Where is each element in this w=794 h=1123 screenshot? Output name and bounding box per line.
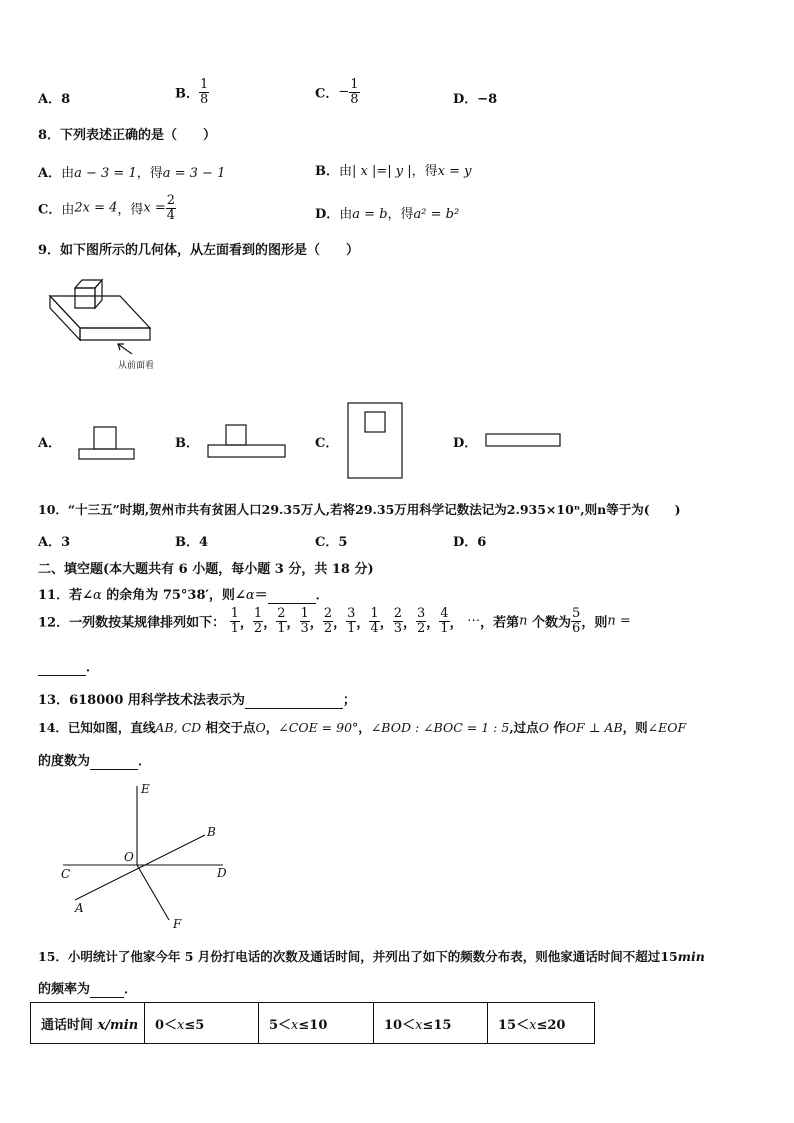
separator: ， (356, 615, 370, 631)
sequence-fraction: $\frac{1}{1}$ (230, 606, 239, 636)
q14-line2: 的度数为 ． (38, 754, 152, 769)
q9-stem: 9．如下图所示的几何体，从左面看到的图形是（ ） (38, 243, 360, 258)
table-cell: 0＜x≤5 (145, 1003, 259, 1044)
q8-option-a: A．由a − 3 = 1，得a = 3 − 1 (38, 166, 226, 181)
frequency-table (30, 1002, 595, 1044)
q11-text: 11．若∠α 的余角为 75°38′，则∠α＝ ． (38, 588, 329, 603)
solid-figure (40, 268, 180, 378)
q10-option-b: B．4 (175, 535, 209, 550)
q10-option-d: D．6 (453, 535, 487, 550)
q9-option-d-figure (485, 433, 563, 449)
q9-option-b-label: B． (175, 436, 199, 451)
separator: ， (333, 615, 347, 631)
fraction: $\frac{2}{4}$ (166, 193, 176, 223)
table-cell: 5＜x≤10 (259, 1003, 374, 1044)
q9-option-d-label: D． (453, 436, 478, 451)
fraction: $\frac{1}{8}$ (200, 77, 209, 107)
sequence-fraction: $\frac{4}{1}$ (440, 606, 449, 636)
q7-option-d (453, 88, 497, 107)
option-value: −8 (477, 92, 498, 107)
answer-blank[interactable] (268, 588, 316, 604)
label-e: E (141, 782, 150, 796)
minus-sign: − (338, 84, 350, 100)
q7-option-c (315, 78, 360, 106)
q8-option-c: C．由2x = 4，得x = $\frac{2}{4}$ (38, 193, 176, 223)
sequence-fraction: $\frac{2}{3}$ (393, 606, 402, 636)
ray-of (137, 865, 169, 920)
fraction: $\frac{1}{8}$ (350, 77, 359, 107)
separator: ， (309, 615, 323, 631)
answer-blank[interactable] (38, 660, 86, 676)
table-cell: 15＜x≤20 (488, 1003, 595, 1044)
fraction-sequence (230, 606, 463, 636)
option-label: B． (175, 86, 199, 102)
q10-option-c: C．5 (315, 535, 348, 550)
label-b: B (207, 825, 216, 839)
sequence-fraction: $\frac{1}{2}$ (253, 606, 263, 636)
q15-line2: 的频率为 ． (38, 982, 138, 997)
q9-option-a-figure (78, 425, 136, 461)
sequence-fraction: $\frac{1}{3}$ (300, 606, 309, 636)
q9-option-b-figure (207, 423, 287, 459)
separator: ， (286, 615, 300, 631)
q9-option-c-label: C． (315, 436, 339, 451)
label-a: A (75, 901, 84, 915)
section-heading: 二、填空题(本大题共有 6 小题，每小题 3 分，共 18 分) (38, 562, 374, 577)
option-value: 8 (61, 92, 71, 107)
q10-option-a: A．3 (38, 535, 71, 550)
table-header-cell: 通话时间 x/min (31, 1003, 145, 1044)
lines-figure (55, 780, 245, 930)
separator: ， (263, 615, 277, 631)
separator: ， (449, 615, 463, 631)
label-o: O (124, 850, 134, 864)
separator: ， (402, 615, 416, 631)
separator: ， (426, 615, 440, 631)
q8-option-d: D．由a = b，得a² = b² (315, 207, 460, 222)
label-d: D (217, 866, 227, 880)
answer-blank[interactable] (90, 982, 124, 998)
q10-stem: 10．“十三五”时期,贺州市共有贫困人口29.35万人,若将29.35万用科学记数法记为2.935×10ⁿ,则n等于为( ) (38, 502, 681, 517)
option-label: A． (38, 92, 62, 107)
answer-blank[interactable] (90, 754, 138, 770)
label-f: F (173, 917, 182, 930)
sequence-fraction: $\frac{3}{2}$ (417, 606, 426, 636)
option-label: D． (453, 92, 478, 107)
separator: ， (379, 615, 393, 631)
separator: ， (239, 615, 253, 631)
table-row (31, 1003, 595, 1044)
q13-text: 13．618000 用科学技术法表示为 ； (38, 693, 356, 708)
label-c: C (61, 867, 71, 881)
q9-option-a-label: A． (38, 436, 62, 451)
sequence-fraction: $\frac{2}{1}$ (277, 606, 286, 636)
q12-answer-line: ． (38, 656, 99, 676)
q12-text: 12．一列数按某规律排列如下： $\frac{1}{1}$ ， $\frac{1}{2}$ ， $\frac{2}{1}$ ， $\frac{1}{3}$ ， $\frac{2}{2}$ ， $\frac{3}{1}$ ， $\frac{1}{4}$ ， $\frac{2}{3}$ ， $\frac{3}{2}$ ， $\frac{4}{1}$ ， ⋯，若第n 个数为 $\frac{5}{6}$ ，则n = (38, 606, 631, 636)
view-caption: 从前面看 (118, 361, 155, 371)
line-ab (75, 835, 205, 900)
q9-option-c-figure (347, 402, 405, 480)
q8-option-b: B．由| x |=| y |，得x = y (315, 164, 472, 179)
q14-text: 14．已知如图，直线AB, CD 相交于点O，∠COE = 90°，∠BOD : ∠BOC = 1 : 5,过点O 作OF ⊥ AB，则∠EOF (38, 720, 687, 735)
q8-stem: 8．下列表述正确的是（ ） (38, 128, 217, 143)
q15-line1: 15．小明统计了他家今年 5 月份打电话的次数及通话时间，并列出了如下的频数分布表，则他家通话时间不超过15min (38, 949, 705, 964)
answer-blank[interactable] (245, 693, 343, 709)
sequence-fraction: $\frac{1}{4}$ (370, 606, 379, 636)
option-label: C． (315, 86, 339, 102)
table-cell: 10＜x≤15 (374, 1003, 488, 1044)
q7-option-b (175, 78, 209, 106)
sequence-fraction: $\frac{2}{2}$ (323, 606, 333, 636)
fraction: $\frac{5}{6}$ (572, 606, 581, 636)
sequence-fraction: $\frac{3}{1}$ (347, 606, 356, 636)
q7-option-a (38, 88, 70, 107)
